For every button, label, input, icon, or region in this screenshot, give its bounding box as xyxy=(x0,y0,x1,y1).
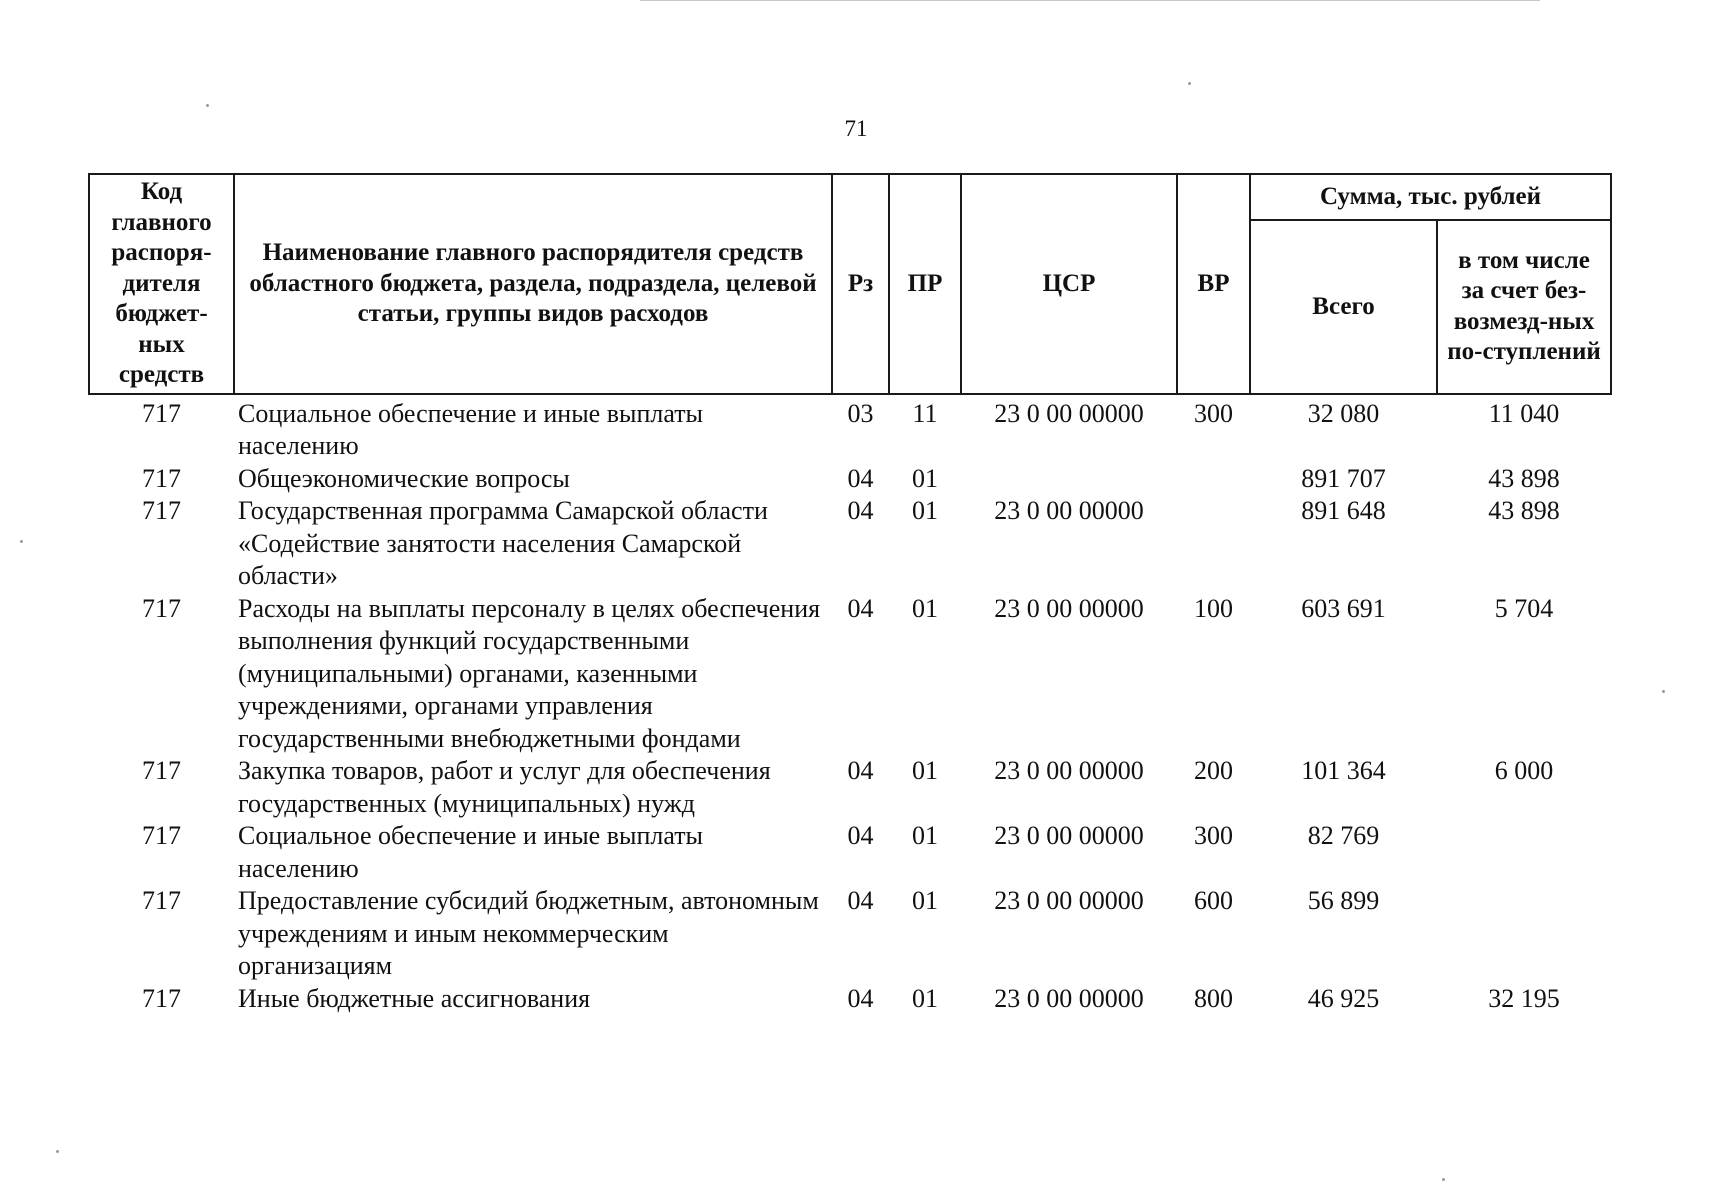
cell-vr: 200 xyxy=(1194,756,1233,785)
cell-rz: 04 xyxy=(847,983,874,1013)
page-number: 71 xyxy=(844,116,868,141)
cell-code: 717 xyxy=(142,463,181,493)
cell-free xyxy=(1437,820,1611,885)
cell-vr: 600 xyxy=(1194,886,1233,915)
cell-total: 32 080 xyxy=(1307,398,1380,428)
cell-csr xyxy=(961,463,1177,496)
cell-code: 717 xyxy=(142,593,181,623)
cell-name: Иные бюджетные ассигнования xyxy=(238,983,591,1013)
table-row xyxy=(89,495,1611,593)
scan-speck xyxy=(1442,1178,1445,1181)
cell-code: 717 xyxy=(142,398,181,428)
cell-free: 6 000 xyxy=(1494,756,1554,785)
cell-csr: 23 0 00 00000 xyxy=(994,593,1144,623)
header-pr: ПР xyxy=(889,174,961,394)
header-csr: ЦСР xyxy=(961,174,1177,394)
cell-rz: 04 xyxy=(847,463,874,493)
cell-free: 5 704 xyxy=(1494,593,1554,623)
cell-pr: 11 xyxy=(912,398,938,428)
cell-vr: 300 xyxy=(1194,398,1233,428)
cell-pr: 01 xyxy=(912,496,938,525)
cell-total: 56 899 xyxy=(1307,886,1380,915)
header-total: Всего xyxy=(1250,220,1437,394)
scan-speck xyxy=(206,104,209,107)
cell-free xyxy=(1437,885,1611,983)
cell-name: Расходы на выплаты персоналу в целях обеспечения выполнения функций государственными (муниципальными) органами, казенными учреждениями, органами управления государственными внебюджетными фондами xyxy=(238,593,821,753)
cell-pr: 01 xyxy=(912,821,938,850)
table-header xyxy=(89,174,1611,394)
cell-rz: 04 xyxy=(847,821,874,850)
cell-csr: 23 0 00 00000 xyxy=(994,756,1144,785)
cell-free: 43 898 xyxy=(1488,496,1560,525)
header-free: в том числе за счет без-возмезд-ных по-ступлений xyxy=(1437,220,1611,394)
cell-rz: 04 xyxy=(847,593,874,623)
cell-name: Общеэкономические вопросы xyxy=(238,463,570,493)
cell-code: 717 xyxy=(142,983,181,1013)
cell-code: 717 xyxy=(142,496,181,525)
cell-csr: 23 0 00 00000 xyxy=(994,821,1144,850)
cell-pr: 01 xyxy=(912,983,938,1013)
cell-csr: 23 0 00 00000 xyxy=(994,886,1144,915)
scan-speck xyxy=(1188,82,1191,85)
header-vr: ВР xyxy=(1177,174,1250,394)
table-row xyxy=(89,885,1611,983)
cell-free: 43 898 xyxy=(1488,463,1560,493)
table-body xyxy=(89,394,1611,1016)
table-row xyxy=(89,394,1611,463)
cell-name: Социальное обеспечение и иные выплаты населению xyxy=(238,821,704,883)
cell-csr: 23 0 00 00000 xyxy=(994,398,1144,428)
cell-free: 11 040 xyxy=(1488,398,1560,428)
cell-rz: 04 xyxy=(847,756,874,785)
cell-code: 717 xyxy=(142,886,181,915)
cell-vr xyxy=(1177,463,1250,496)
cell-pr: 01 xyxy=(912,886,938,915)
header-code: Код главного распоря-дителя бюджет-ных средств xyxy=(89,174,234,394)
cell-total: 101 364 xyxy=(1301,756,1386,785)
cell-rz: 04 xyxy=(847,886,874,915)
header-rz: Рз xyxy=(832,174,889,394)
cell-name: Государственная программа Самарской области «Содействие занятости населения Самарской области» xyxy=(238,496,768,590)
cell-name: Закупка товаров, работ и услуг для обеспечения государственных (муниципальных) нужд xyxy=(238,756,771,818)
cell-vr xyxy=(1177,495,1250,593)
header-name: Наименование главного распорядителя средств областного бюджета, раздела, подраздела, целевой статьи, группы видов расходов xyxy=(234,174,832,394)
cell-csr: 23 0 00 00000 xyxy=(994,496,1144,525)
cell-name: Предоставление субсидий бюджетным, автономным учреждениям и иным некоммерческим организациям xyxy=(238,886,819,980)
cell-total: 891 648 xyxy=(1301,496,1386,525)
cell-pr: 01 xyxy=(912,756,938,785)
table-row xyxy=(89,593,1611,756)
cell-free: 32 195 xyxy=(1488,983,1560,1013)
cell-total: 891 707 xyxy=(1301,463,1386,493)
cell-csr: 23 0 00 00000 xyxy=(994,983,1144,1013)
cell-rz: 04 xyxy=(847,496,874,525)
cell-total: 82 769 xyxy=(1307,821,1380,850)
cell-vr: 300 xyxy=(1194,821,1233,850)
cell-code: 717 xyxy=(142,756,181,785)
header-sum-group: Сумма, тыс. рублей xyxy=(1250,174,1611,220)
table-row xyxy=(89,755,1611,820)
scan-speck xyxy=(56,1150,59,1153)
cell-vr: 800 xyxy=(1194,983,1233,1013)
cell-total: 46 925 xyxy=(1307,983,1380,1013)
table-row xyxy=(89,820,1611,885)
scan-speck xyxy=(1662,690,1665,693)
table-row xyxy=(89,983,1611,1016)
table-row xyxy=(89,463,1611,496)
scan-speck xyxy=(20,540,23,543)
cell-pr: 01 xyxy=(912,593,938,623)
cell-pr: 01 xyxy=(912,463,938,493)
cell-total: 603 691 xyxy=(1301,593,1386,623)
scan-top-edge xyxy=(640,0,1540,1)
budget-table xyxy=(88,173,1612,1015)
cell-code: 717 xyxy=(142,821,181,850)
cell-name: Социальное обеспечение и иные выплаты населению xyxy=(238,398,704,460)
cell-vr: 100 xyxy=(1194,593,1233,623)
cell-rz: 03 xyxy=(847,398,874,428)
